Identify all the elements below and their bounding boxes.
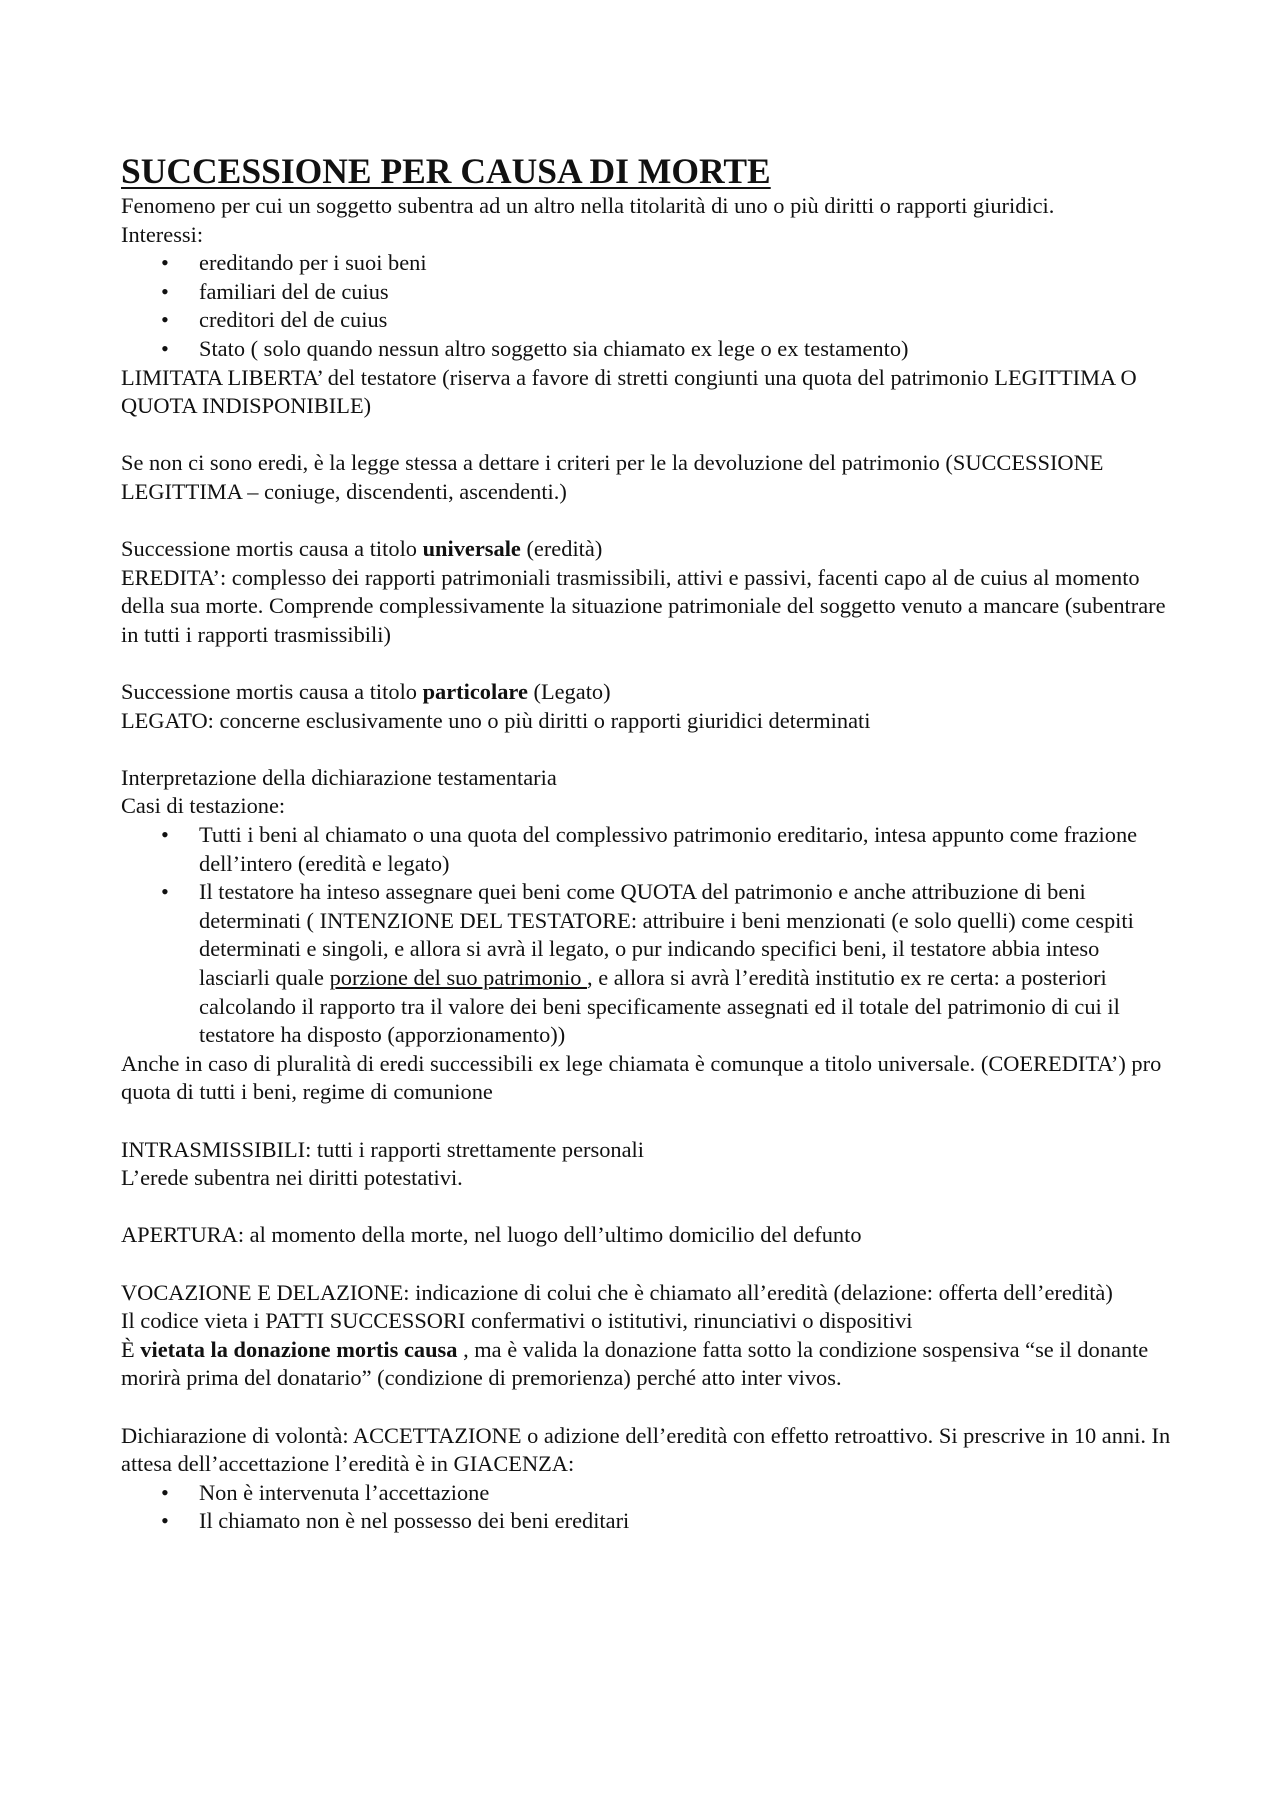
document-title: SUCCESSIONE PER CAUSA DI MORTE xyxy=(121,151,771,191)
bold-term: universale xyxy=(422,536,521,562)
bold-term: particolare xyxy=(422,679,528,705)
list-item xyxy=(121,878,1171,1050)
patti-successori-paragraph: Il codice vieta i PATTI SUCCESSORI confermativi o istitutivi, rinunciativi o dispositivi xyxy=(121,1308,913,1334)
erede-paragraph: L’erede subentra nei diritti potestativi. xyxy=(121,1165,463,1191)
text-run: Successione mortis causa a titolo xyxy=(121,536,423,562)
text-run: Il testatore ha inteso assegnare quei beni come QUOTA del patrimonio e anche attribuzione di beni determinati ( INTENZIONE DEL TESTATORE: attribuire i beni menzionati (e solo quelli) come cespiti determinati e singoli, e allora si avrà il legato, o pur indicando specifici beni, il testatore abbia inteso lasciarli quale xyxy=(199,879,1134,991)
giacenza-list xyxy=(121,1479,1171,1536)
paragraph-gap xyxy=(121,1250,1171,1279)
paragraph-gap xyxy=(121,1107,1171,1136)
paragraph-gap xyxy=(121,421,1171,450)
vocazione-paragraph: VOCAZIONE E DELAZIONE: indicazione di colui che è chiamato all’eredità (delazione: offerta dell’eredità) xyxy=(121,1279,1113,1305)
list-item: • Non è intervenuta l’accettazione xyxy=(121,1479,1171,1508)
definition-paragraph: Fenomeno per cui un soggetto subentra ad un altro nella titolarità di uno o più diritti o rapporti giuridici. xyxy=(121,193,1055,218)
bold-term: vietata la donazione mortis causa xyxy=(140,1336,458,1362)
list-item: • Il chiamato non è nel possesso dei beni ereditari xyxy=(121,1507,1171,1536)
donazione-paragraph xyxy=(121,1336,1171,1393)
list-item: • Tutti i beni al chiamato o una quota del complessivo patrimonio ereditario, intesa appunto come frazione dell’intero (eredità e legato) xyxy=(121,821,1171,878)
paragraph-gap xyxy=(121,735,1171,764)
document-page xyxy=(121,150,1171,1536)
casi-list xyxy=(121,821,1171,1050)
interessi-list xyxy=(121,249,1171,363)
titolo-universale-paragraph xyxy=(121,535,1171,564)
paragraph-gap xyxy=(121,1393,1171,1422)
text-run: (eredità) xyxy=(520,536,603,562)
legato-paragraph: LEGATO: concerne esclusivamente uno o più diritti o rapporti giuridici determinati xyxy=(121,707,871,733)
eredita-paragraph: EREDITA’: complesso dei rapporti patrimoniali trasmissibili, attivi e passivi, facenti capo al de cuius al momento della sua morte. Comprende complessivamente la situazione patrimoniale del soggetto venuto a mancare (subentrare in tutti i rapporti trasmissibili) xyxy=(121,564,1166,647)
list-item: • creditori del de cuius xyxy=(121,306,1171,335)
interpretazione-paragraph: Interpretazione della dichiarazione testamentaria xyxy=(121,764,557,790)
limitata-liberta-paragraph: LIMITATA LIBERTA’ del testatore (riserva a favore di stretti congiunti una quota del patrimonio LEGITTIMA O QUOTA INDISPONIBILE) xyxy=(121,364,1137,419)
paragraph-gap xyxy=(121,650,1171,679)
apertura-paragraph: APERTURA: al momento della morte, nel luogo dell’ultimo domicilio del defunto xyxy=(121,1222,862,1248)
list-item: • familiari del de cuius xyxy=(121,278,1171,307)
successione-legittima-paragraph: Se non ci sono eredi, è la legge stessa a dettare i criteri per le la devoluzione del patrimonio (SUCCESSIONE LEGITTIMA – coniuge, discendenti, ascendenti.) xyxy=(121,450,1104,504)
list-item: • ereditando per i suoi beni xyxy=(121,249,1171,278)
text-run: , ma è valida la donazione fatta sotto la condizione sospensiva “se il donante morirà prima del donatario” (condizione di premorienza) perché atto inter vivos. xyxy=(121,1336,1149,1391)
text-run: (Legato) xyxy=(527,679,611,705)
intrasmissibili-paragraph: INTRASMISSIBILI: tutti i rapporti strettamente personali xyxy=(121,1136,644,1162)
coeredita-paragraph: Anche in caso di pluralità di eredi successibili ex lege chiamata è comunque a titolo universale. (COEREDITA’) pro quota di tutti i beni, regime di comunione xyxy=(121,1050,1162,1105)
paragraph-gap xyxy=(121,507,1171,536)
list-item: • Stato ( solo quando nessun altro soggetto sia chiamato ex lege o ex testamento) xyxy=(121,335,1171,364)
text-run: , e allora si avrà l’eredità institutio ex re certa: a posteriori calcolando il rapporto tra il valore dei beni specificamente assegnati ed il totale del patrimonio di cui il testatore ha disposto (apporzionamento)) xyxy=(199,965,1120,1048)
text-run: Successione mortis causa a titolo xyxy=(121,679,423,705)
titolo-particolare-paragraph xyxy=(121,678,1171,707)
accettazione-paragraph: Dichiarazione di volontà: ACCETTAZIONE o adizione dell’eredità con effetto retroattivo. Si prescrive in 10 anni. In attesa dell’accettazione l’eredità è in GIACENZA: xyxy=(121,1422,1171,1477)
underlined-text: porzione del suo patrimonio xyxy=(329,965,588,991)
interessi-heading: Interessi: xyxy=(121,221,204,247)
text-run: È xyxy=(121,1336,141,1362)
paragraph-gap xyxy=(121,1193,1171,1222)
casi-heading: Casi di testazione: xyxy=(121,793,286,819)
